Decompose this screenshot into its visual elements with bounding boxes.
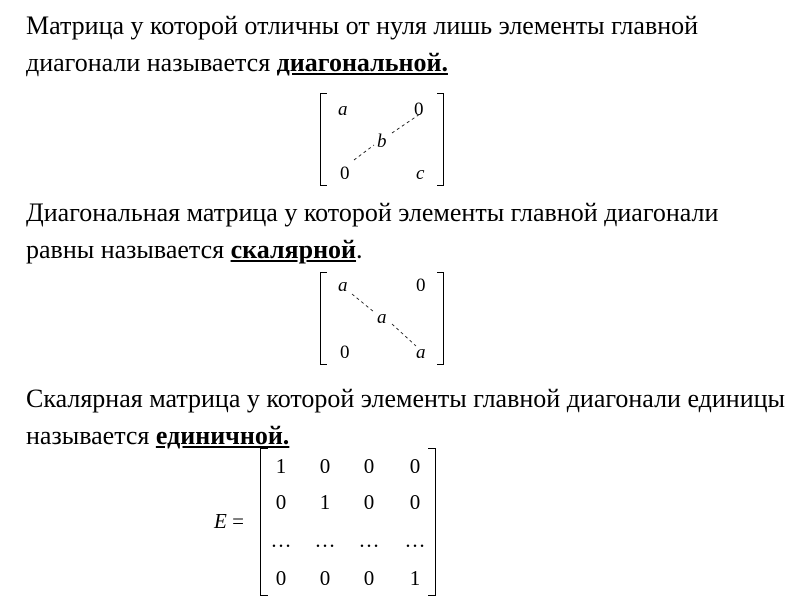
cell-top-right: 0 — [416, 275, 426, 296]
matrix-cell: 1 — [319, 490, 331, 514]
matrix-row — [260, 448, 436, 484]
matrix-cell: 0 — [319, 454, 331, 478]
matrix-cell: 0 — [363, 566, 375, 590]
cell-top-left: a — [338, 99, 348, 120]
matrix-cell: 0 — [409, 490, 421, 514]
cell-top-left: a — [338, 275, 348, 296]
matrix-row — [260, 560, 436, 596]
cell-bottom-right: c — [416, 163, 425, 184]
cell-top-right: 0 — [414, 99, 424, 120]
paragraph-text: Скалярная матрица у которой элементы главной диагонали единицы называется — [26, 384, 786, 450]
matrix-row — [260, 522, 436, 558]
cell-bottom-left: 0 — [340, 342, 350, 363]
identity-matrix — [260, 448, 436, 596]
matrix-cell: … — [270, 528, 292, 552]
matrix-cell: 0 — [319, 566, 331, 590]
diagonal-matrix — [320, 93, 444, 186]
identity-matrix-label — [214, 506, 244, 536]
term-identity: единичной. — [155, 421, 290, 450]
paragraph-identity-definition — [26, 380, 786, 454]
cell-bottom-left: 0 — [340, 163, 350, 184]
paragraph-text: Матрица у которой отличны от нуля лишь элементы главной диагонали называется — [26, 11, 699, 77]
cell-center: b — [377, 131, 387, 152]
equals-sign: = — [232, 509, 244, 533]
matrix-cell: 1 — [409, 566, 421, 590]
matrix-cell: 0 — [275, 490, 287, 514]
term-scalar: скалярной — [230, 235, 357, 264]
paragraph-diagonal-definition — [26, 7, 786, 81]
matrix-cell: 1 — [275, 454, 287, 478]
paragraph-tail: . — [356, 235, 363, 264]
matrix-cell: … — [358, 528, 380, 552]
matrix-name: E — [214, 509, 227, 533]
matrix-cell: 0 — [275, 566, 287, 590]
matrix-row — [260, 484, 436, 520]
matrix-cell: … — [314, 528, 336, 552]
cell-center: a — [377, 307, 387, 328]
matrix-cell: 0 — [363, 490, 375, 514]
matrix-cell: … — [404, 528, 426, 552]
matrix-cell: 0 — [409, 454, 421, 478]
cell-bottom-right: a — [416, 342, 426, 363]
paragraph-text: Диагональная матрица у которой элементы главной диагонали равны называется — [26, 198, 719, 264]
scalar-matrix — [320, 272, 444, 365]
term-diagonal: диагональной. — [276, 48, 448, 77]
matrix-cell: 0 — [363, 454, 375, 478]
paragraph-scalar-definition — [26, 194, 786, 268]
